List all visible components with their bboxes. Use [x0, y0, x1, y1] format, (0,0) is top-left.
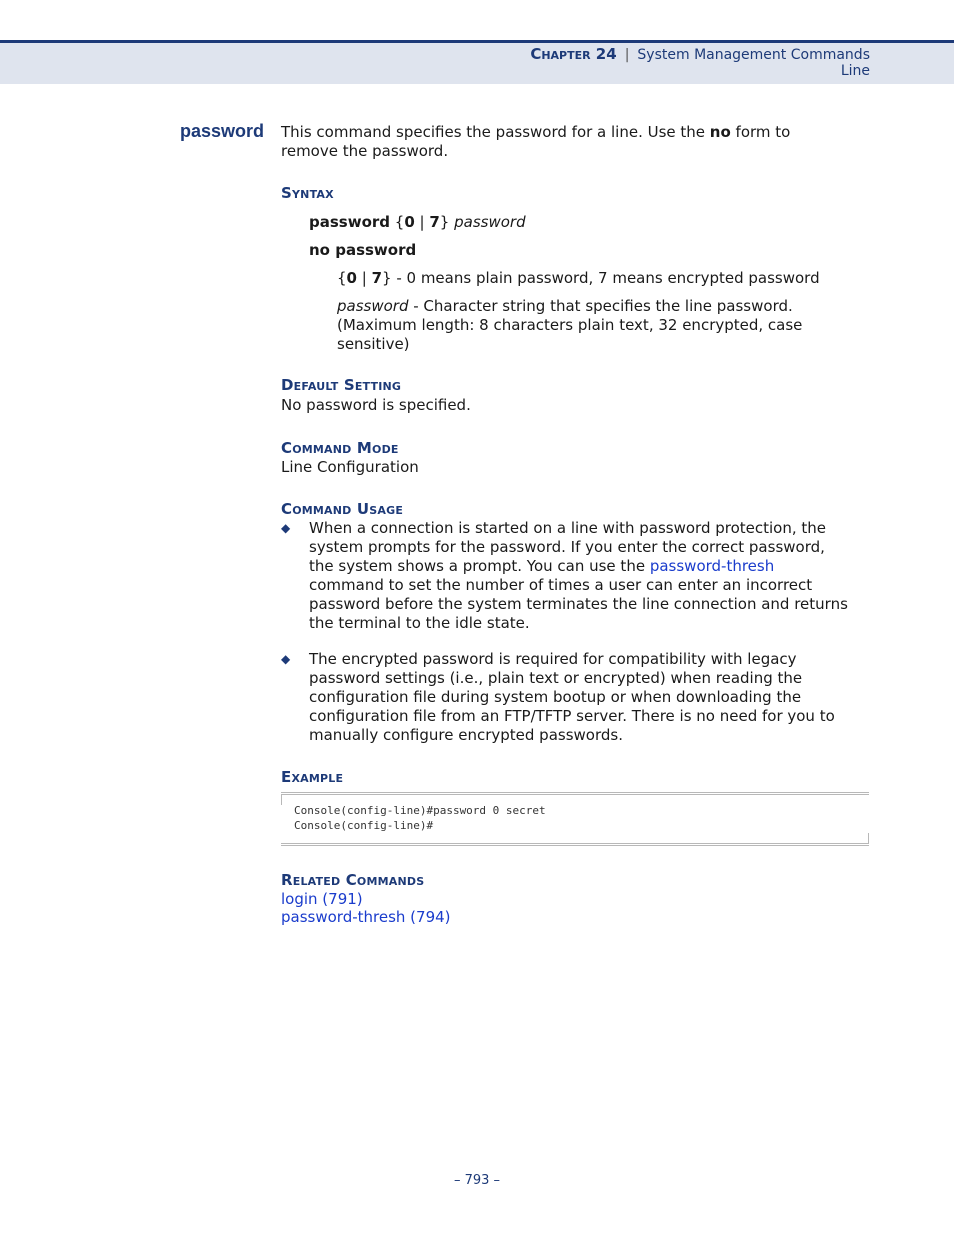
param2-desc: - Character string that specifies the line password. — [408, 297, 793, 315]
example-heading: Example — [281, 768, 344, 786]
default-setting-text: No password is specified. — [281, 396, 471, 414]
usage-bullet-1 — [309, 519, 848, 633]
syntax-brace-open: { — [390, 213, 405, 231]
syntax-heading: Syntax — [281, 184, 334, 202]
description-text-end: form to — [730, 123, 791, 141]
usage-b2-line: manually configure encrypted passwords. — [309, 726, 623, 744]
description-text: This command specifies the password for a line. Use the — [281, 123, 710, 141]
syntax-param1 — [337, 269, 820, 288]
usage-b2-line: configuration file during system bootup or when downloading the — [309, 688, 802, 706]
param1-desc: } - 0 means plain password, 7 means encrypted password — [382, 269, 820, 287]
usage-b1-line: the system shows a prompt. You can use the — [309, 557, 650, 575]
command-mode-text: Line Configuration — [281, 458, 419, 476]
command-usage-heading: Command Usage — [281, 500, 404, 518]
syntax-cmd: password — [309, 213, 391, 231]
usage-b2-line: The encrypted password is required for compatibility with legacy — [309, 650, 797, 668]
syntax-zero: 0 — [404, 213, 415, 231]
param1-zero: 0 — [346, 269, 357, 287]
usage-bullet-2 — [309, 650, 835, 745]
syntax-seven: 7 — [429, 213, 440, 231]
syntax-line2 — [309, 241, 416, 260]
usage-b1-line: system prompts for the password. If you enter the correct password, — [309, 538, 825, 556]
default-setting-heading: Default Setting — [281, 376, 402, 394]
usage-b2-line: password settings (i.e., plain text or encrypted) when reading the — [309, 669, 803, 687]
description-bold: no — [709, 123, 731, 141]
syntax-line1 — [309, 213, 526, 232]
bullet-diamond-icon: ◆ — [281, 521, 291, 535]
command-mode-heading: Command Mode — [281, 439, 399, 457]
command-title: password — [180, 121, 265, 141]
param2-line2: (Maximum length: 8 characters plain text, 32 encrypted, case — [337, 316, 803, 334]
usage-b1-line: command to set the number of times a user can enter an incorrect — [309, 576, 813, 594]
description-line2: remove the password. — [281, 142, 449, 160]
page-number: – 793 – — [453, 1173, 501, 1188]
header-section: System Management Commands — [637, 47, 870, 63]
header-separator: | — [624, 47, 630, 63]
password-thresh-link[interactable]: password-thresh — [649, 557, 775, 575]
syntax-pipe: | — [414, 213, 430, 231]
param2-arg: password — [337, 297, 409, 315]
header-subsection: Line — [840, 63, 870, 79]
usage-b2-line: configuration file from an FTP/TFTP server. There is no need for you to — [309, 707, 835, 725]
command-description — [281, 123, 790, 161]
syntax-brace-close: } — [439, 213, 455, 231]
usage-b1-line: the terminal to the idle state. — [309, 614, 530, 632]
header-chapter-line — [530, 45, 870, 63]
related-commands-heading: Related Commands — [281, 871, 425, 889]
usage-b1-line: When a connection is started on a line with password protection, the — [309, 519, 827, 537]
bullet-diamond-icon: ◆ — [281, 652, 291, 666]
syntax-no-cmd: no password — [309, 241, 417, 259]
related-link-password-thresh[interactable]: password-thresh (794) — [281, 908, 451, 926]
syntax-arg: password — [454, 213, 526, 231]
code-line-1: Console(config-line)#password 0 secret — [294, 804, 546, 817]
param2-line3: sensitive) — [337, 335, 410, 353]
param1-pipe: | — [356, 269, 372, 287]
header-chapter: Chapter 24 — [530, 45, 617, 63]
related-link-login[interactable]: login (791) — [281, 890, 363, 908]
syntax-param2 — [337, 297, 802, 354]
param1-brace: { — [337, 269, 347, 287]
example-code-block — [281, 792, 869, 846]
param1-seven: 7 — [371, 269, 383, 287]
usage-b1-line: password before the system terminates the line connection and returns — [309, 595, 848, 613]
code-line-2: Console(config-line)# — [294, 819, 434, 832]
